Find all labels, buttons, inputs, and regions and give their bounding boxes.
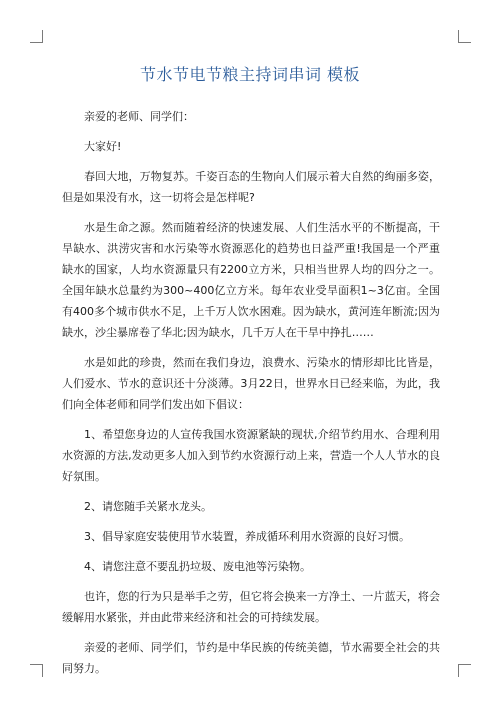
document-body [62,106,440,688]
crop-mark-bottom-left [30,664,43,677]
paragraph-item-3: 3、倡导家庭安装使用节水装置，养成循环利用水资源的良好习惯。 [84,530,410,543]
paragraph-item-1: 1、希望您身边的人宣传我国水资源紧缺的现状,介绍节约用水、合理利用水资源的方法,发动更多人加入到节约水资源行动上来，营造一个人人节水的良好氛围。 [62,428,440,483]
paragraph-conclusion: 也许，您的行为只是举手之劳，但它将会换来一方净土、一片蓝天，将会缓解用水紧张，并由此带来经济和社会的可持续发展。 [62,590,440,624]
paragraph-initiative: 水是如此的珍贵，然而在我们身边，浪费水、污染水的情形却比比皆是，人们爱水、节水的意识还十分淡薄。3月22日，世界水日已经来临，为此，我们向全体老师和同学们发出如下倡议： [62,356,440,411]
crop-mark-top-left [30,30,43,43]
paragraph-intro: 春回大地，万物复苏。千姿百态的生物向人们展示着大自然的绚丽多姿，但是如果没有水，这一切将会是怎样呢? [62,170,440,204]
paragraph-item-2: 2、请您随手关紧水龙头。 [84,500,212,513]
document-title: 节水节电节粮主持词串词 模板 [139,65,361,84]
paragraph-item-4: 4、请您注意不要乱扔垃圾、废电池等污染物。 [84,560,311,573]
paragraph-hello: 大家好! [84,140,122,153]
crop-mark-top-right [458,30,471,43]
paragraph-greeting: 亲爱的老师、同学们： [84,110,194,123]
paragraph-closing: 亲爱的老师、同学们，节约是中华民族的传统美德，节水需要全社会的共同努力。 [62,641,440,675]
crop-mark-bottom-right [458,664,471,677]
paragraph-water-crisis: 水是生命之源。然而随着经济的快速发展、人们生活水平的不断提高，干旱缺水、洪涝灾害和水污染等水资源恶化的趋势也日益严重!我国是一个严重缺水的国家，人均水资源量只有2200立方米，只相当世界人均的四分之一。全国年缺水总量约为300~400亿立方米。每年农业受旱面积1~3亿亩。全国有400多个城市供水不足，上千万人饮水困难。因为缺水，黄河连年断流;因为缺水，沙尘暴席卷了华北;因为缺水，几千万人在干旱中挣扎…… [62,221,440,339]
